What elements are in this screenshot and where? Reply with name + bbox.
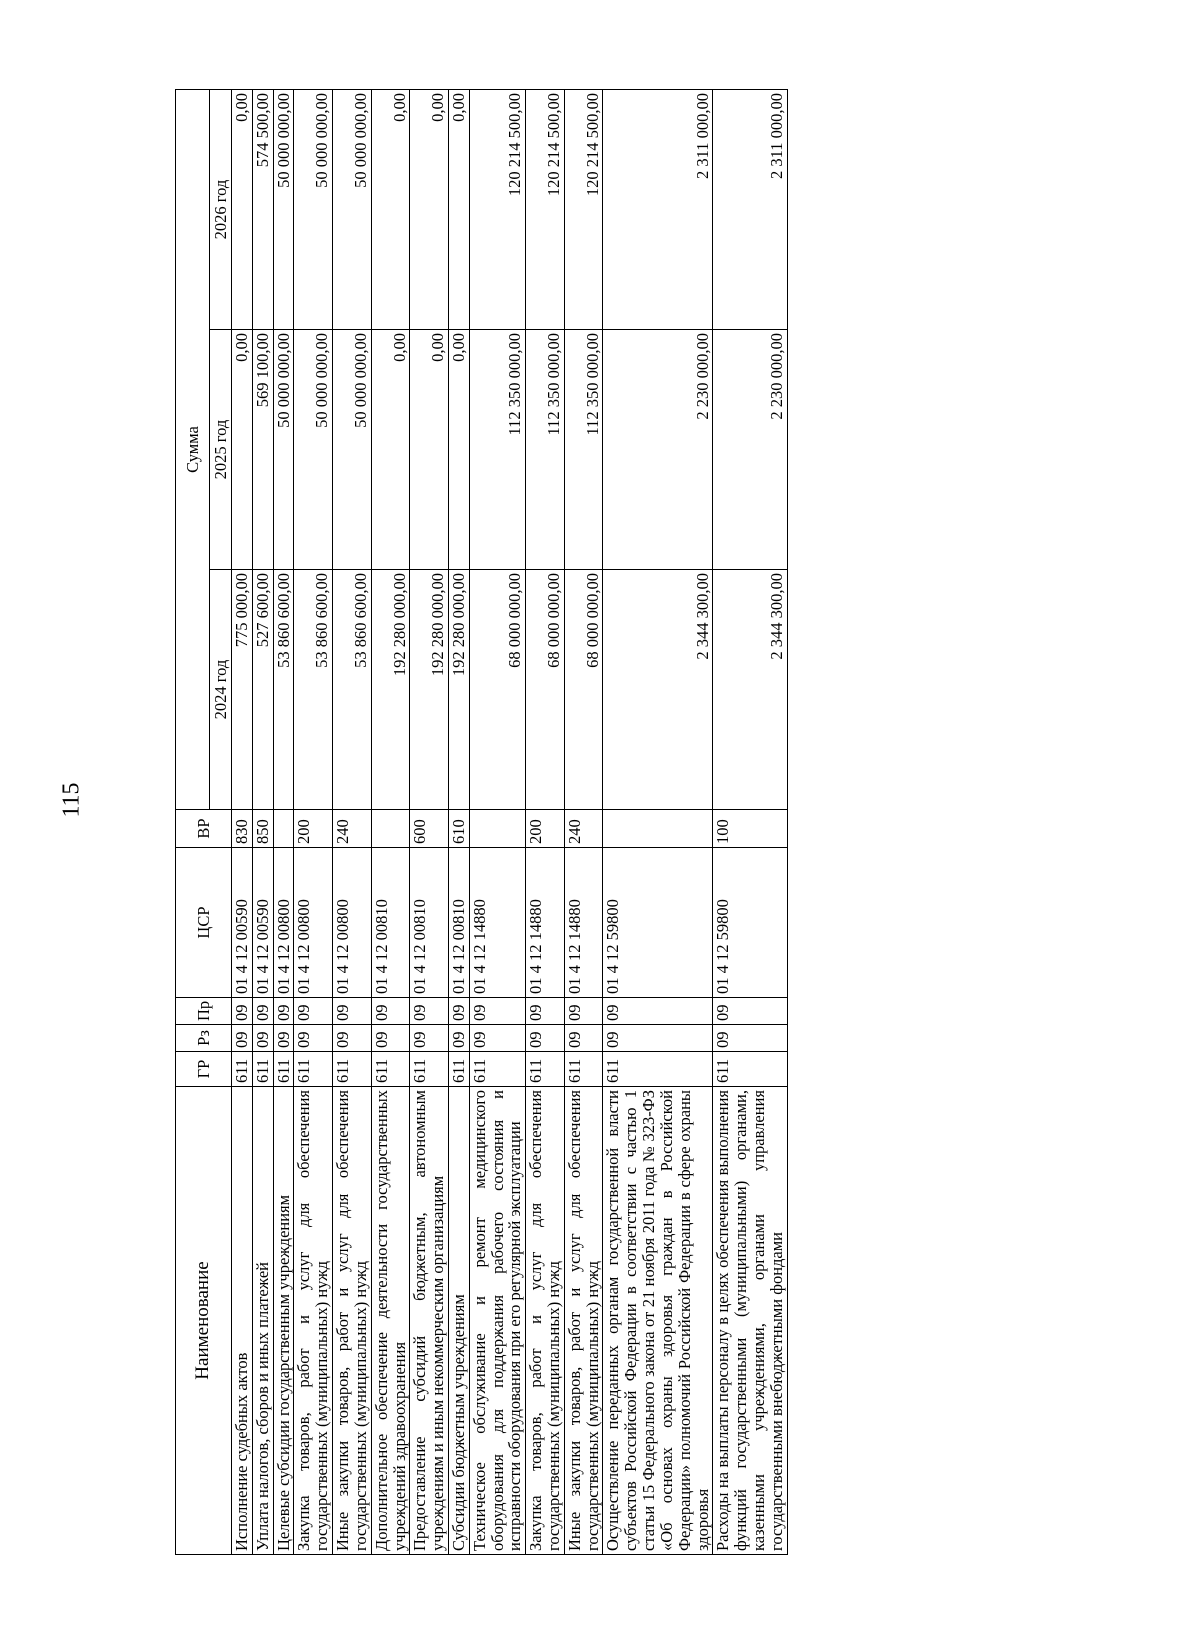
header-sum: Сумма [176, 89, 210, 809]
cell-name: Осуществление переданных органам государственной власти субъектов Российской Федерации в соответствии с частью 1 статьи 15 Федерального закона от 21 ноября 2011 года № 323-ФЗ «Об основах охраны здоровья граждан в Российской Федерации» полномочий Российской Федерации в сфере охраны здоровья [603, 1087, 713, 1555]
cell-2025: 112 350 000,00 [469, 330, 525, 570]
cell-2024: 68 000 000,00 [564, 570, 603, 810]
table-row [410, 89, 449, 1554]
cell-rz: 09 [371, 1025, 410, 1052]
cell-2026: 0,00 [410, 89, 449, 329]
cell-2024: 775 000,00 [232, 570, 253, 810]
table-row [564, 89, 603, 1554]
table-row [232, 89, 253, 1554]
cell-2026: 2 311 000,00 [713, 89, 787, 329]
cell-csr: 01 4 12 14880 [526, 848, 565, 998]
cell-2024: 53 860 600,00 [294, 570, 333, 810]
header-csr: ЦСР [176, 848, 232, 998]
cell-pr: 09 [564, 998, 603, 1025]
header-gr: ГР [176, 1052, 232, 1087]
cell-csr: 01 4 12 00810 [371, 848, 410, 998]
cell-gr: 611 [294, 1052, 333, 1087]
cell-2024: 68 000 000,00 [469, 570, 525, 810]
header-name: Наименование [176, 1087, 232, 1555]
cell-2026: 0,00 [232, 89, 253, 329]
header-rz: Рз [176, 1025, 232, 1052]
cell-pr: 09 [232, 998, 253, 1025]
cell-rz: 09 [252, 1025, 273, 1052]
cell-pr: 09 [713, 998, 787, 1025]
cell-name: Субсидии бюджетным учреждениям [448, 1087, 469, 1555]
cell-2026: 120 214 500,00 [526, 89, 565, 329]
cell-csr: 01 4 12 00800 [294, 848, 333, 998]
cell-rz: 09 [232, 1025, 253, 1052]
cell-gr: 611 [469, 1052, 525, 1087]
table-row [469, 89, 525, 1554]
cell-name: Целевые субсидии государственным учреждениям [273, 1087, 294, 1555]
header-2025: 2025 год [210, 330, 232, 570]
cell-name: Предоставление субсидий бюджетным, автономным учреждениям и иным некоммерческим организациям [410, 1087, 449, 1555]
table-row [526, 89, 565, 1554]
cell-csr: 01 4 12 14880 [469, 848, 525, 998]
cell-name: Иные закупки товаров, работ и услуг для обеспечения государственных (муниципальных) нужд [564, 1087, 603, 1555]
cell-2025: 112 350 000,00 [526, 330, 565, 570]
cell-csr: 01 4 12 14880 [564, 848, 603, 998]
cell-2026: 50 000 000,00 [294, 89, 333, 329]
cell-gr: 611 [371, 1052, 410, 1087]
cell-rz: 09 [294, 1025, 333, 1052]
header-2024: 2024 год [210, 570, 232, 810]
table-body [232, 89, 788, 1554]
cell-pr: 09 [469, 998, 525, 1025]
cell-2025: 0,00 [371, 330, 410, 570]
cell-vr: 240 [564, 810, 603, 848]
cell-2026: 120 214 500,00 [564, 89, 603, 329]
cell-vr: 200 [526, 810, 565, 848]
cell-2025: 50 000 000,00 [333, 330, 372, 570]
table-row [333, 89, 372, 1554]
cell-pr: 09 [410, 998, 449, 1025]
cell-pr: 09 [252, 998, 273, 1025]
cell-2024: 2 344 300,00 [603, 570, 713, 810]
cell-2024: 192 280 000,00 [410, 570, 449, 810]
cell-gr: 611 [713, 1052, 787, 1087]
cell-rz: 09 [713, 1025, 787, 1052]
rotated-table-wrapper [175, 90, 1055, 1555]
cell-vr: 610 [448, 810, 469, 848]
cell-rz: 09 [448, 1025, 469, 1052]
cell-pr: 09 [294, 998, 333, 1025]
cell-2024: 53 860 600,00 [273, 570, 294, 810]
table-row [371, 89, 410, 1554]
cell-pr: 09 [371, 998, 410, 1025]
cell-csr: 01 4 12 00810 [448, 848, 469, 998]
cell-gr: 611 [252, 1052, 273, 1087]
cell-vr: 600 [410, 810, 449, 848]
cell-pr: 09 [526, 998, 565, 1025]
header-pr: Пр [176, 998, 232, 1025]
cell-vr: 200 [294, 810, 333, 848]
cell-csr: 01 4 12 00590 [232, 848, 253, 998]
cell-2024: 68 000 000,00 [526, 570, 565, 810]
cell-vr [603, 810, 713, 848]
cell-name: Дополнительное обеспечение деятельности государственных учреждений здравоохранения [371, 1087, 410, 1555]
table-header [176, 89, 232, 1554]
cell-vr [273, 810, 294, 848]
cell-name: Исполнение судебных актов [232, 1087, 253, 1555]
cell-csr: 01 4 12 00590 [252, 848, 273, 998]
header-vr: ВР [176, 810, 232, 848]
cell-vr: 240 [333, 810, 372, 848]
cell-rz: 09 [273, 1025, 294, 1052]
table-row [273, 89, 294, 1554]
cell-pr: 09 [603, 998, 713, 1025]
cell-name: Уплата налогов, сборов и иных платежей [252, 1087, 273, 1555]
header-2026: 2026 год [210, 89, 232, 329]
cell-rz: 09 [333, 1025, 372, 1052]
cell-2025: 50 000 000,00 [273, 330, 294, 570]
cell-csr: 01 4 12 59800 [713, 848, 787, 998]
cell-2025: 0,00 [410, 330, 449, 570]
cell-csr: 01 4 12 59800 [603, 848, 713, 998]
table-row [252, 89, 273, 1554]
cell-2025: 0,00 [232, 330, 253, 570]
cell-2024: 192 280 000,00 [448, 570, 469, 810]
cell-gr: 611 [564, 1052, 603, 1087]
cell-pr: 09 [448, 998, 469, 1025]
cell-name: Закупка товаров, работ и услуг для обеспечения государственных (муниципальных) нужд [526, 1087, 565, 1555]
cell-2024: 527 600,00 [252, 570, 273, 810]
cell-rz: 09 [526, 1025, 565, 1052]
budget-table [175, 89, 788, 1555]
cell-vr: 850 [252, 810, 273, 848]
cell-name: Техническое обслуживание и ремонт медицинского оборудования для поддержания рабочего состояния и исправности оборудования при его регулярной эксплуатации [469, 1087, 525, 1555]
cell-2026: 50 000 000,00 [333, 89, 372, 329]
cell-2024: 53 860 600,00 [333, 570, 372, 810]
cell-vr [371, 810, 410, 848]
cell-2026: 120 214 500,00 [469, 89, 525, 329]
cell-2026: 574 500,00 [252, 89, 273, 329]
cell-name: Иные закупки товаров, работ и услуг для обеспечения государственных (муниципальных) нужд [333, 1087, 372, 1555]
table-row [294, 89, 333, 1554]
cell-csr: 01 4 12 00800 [273, 848, 294, 998]
table-row [713, 89, 787, 1554]
cell-2026: 50 000 000,00 [273, 89, 294, 329]
cell-gr: 611 [333, 1052, 372, 1087]
cell-2025: 0,00 [448, 330, 469, 570]
cell-gr: 611 [273, 1052, 294, 1087]
cell-gr: 611 [448, 1052, 469, 1087]
cell-2025: 50 000 000,00 [294, 330, 333, 570]
cell-vr: 830 [232, 810, 253, 848]
cell-gr: 611 [526, 1052, 565, 1087]
table-row [603, 89, 713, 1554]
cell-pr: 09 [273, 998, 294, 1025]
cell-2025: 112 350 000,00 [564, 330, 603, 570]
cell-rz: 09 [410, 1025, 449, 1052]
cell-rz: 09 [469, 1025, 525, 1052]
cell-rz: 09 [564, 1025, 603, 1052]
table-row [448, 89, 469, 1554]
cell-gr: 611 [603, 1052, 713, 1087]
cell-name: Закупка товаров, работ и услуг для обеспечения государственных (муниципальных) нужд [294, 1087, 333, 1555]
page-number: 115 [58, 782, 85, 818]
cell-2026: 0,00 [448, 89, 469, 329]
cell-rz: 09 [603, 1025, 713, 1052]
cell-2025: 569 100,00 [252, 330, 273, 570]
cell-2025: 2 230 000,00 [713, 330, 787, 570]
cell-csr: 01 4 12 00800 [333, 848, 372, 998]
cell-gr: 611 [410, 1052, 449, 1087]
cell-vr: 100 [713, 810, 787, 848]
cell-2024: 2 344 300,00 [713, 570, 787, 810]
cell-vr [469, 810, 525, 848]
cell-2025: 2 230 000,00 [603, 330, 713, 570]
cell-2024: 192 280 000,00 [371, 570, 410, 810]
cell-gr: 611 [232, 1052, 253, 1087]
cell-pr: 09 [333, 998, 372, 1025]
cell-2026: 2 311 000,00 [603, 89, 713, 329]
cell-csr: 01 4 12 00810 [410, 848, 449, 998]
cell-name: Расходы на выплаты персоналу в целях обеспечения выполнения функций государственными (муниципальными) органами, казенными учреждениями, органами управления государственными внебюджетными фондами [713, 1087, 787, 1555]
cell-2026: 0,00 [371, 89, 410, 329]
